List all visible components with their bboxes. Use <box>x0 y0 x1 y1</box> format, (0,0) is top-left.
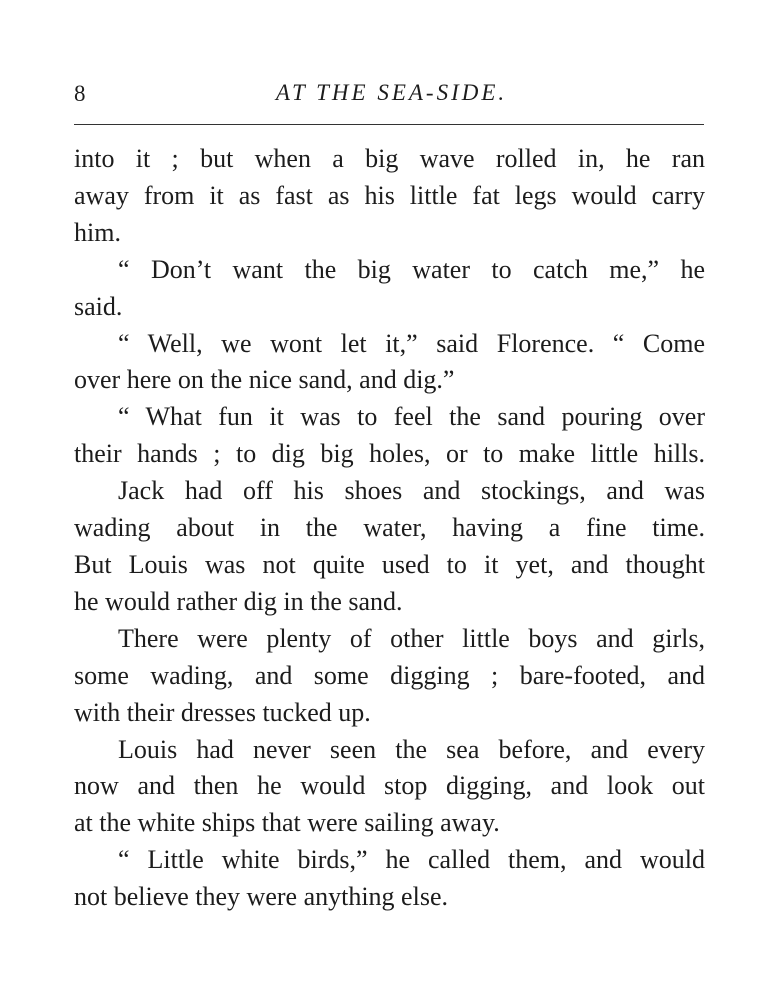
text-line: some wading, and some digging ; bare-footed, and <box>74 660 705 690</box>
text-line: at the white ships that were sailing away. <box>74 808 500 838</box>
text-line: There were plenty of other little boys and girls, <box>118 623 705 653</box>
text-line: with their dresses tucked up. <box>74 697 371 727</box>
text-line: Louis had never seen the sea before, and every <box>118 734 705 764</box>
text-line: not believe they were anything else. <box>74 882 448 912</box>
body-text <box>74 141 705 916</box>
text-line: he would rather dig in the sand. <box>74 586 403 616</box>
running-head: AT THE SEA-SIDE. <box>275 80 508 105</box>
text-line: “ What fun it was to feel the sand pouring over <box>118 402 705 432</box>
header-rule <box>74 124 704 125</box>
text-line: But Louis was not quite used to it yet, and thought <box>74 549 705 579</box>
page-number: 8 <box>74 81 86 106</box>
text-line: “ Little white birds,” he called them, and would <box>118 845 705 875</box>
text-line: over here on the nice sand, and dig.” <box>74 365 455 395</box>
text-line: away from it as fast as his little fat legs would carry <box>74 180 705 210</box>
text-line: Jack had off his shoes and stockings, and was <box>118 476 705 506</box>
text-line: him. <box>74 217 121 247</box>
text-line: “ Don’t want the big water to catch me,” he <box>118 254 705 284</box>
text-line: said. <box>74 291 123 321</box>
text-line: now and then he would stop digging, and look out <box>74 771 705 801</box>
text-line: wading about in the water, having a fine time. <box>74 513 705 543</box>
text-line: “ Well, we wont let it,” said Florence. “ Come <box>118 328 705 358</box>
text-line: into it ; but when a big wave rolled in, he ran <box>74 144 705 173</box>
text-line: their hands ; to dig big holes, or to make little hills. <box>74 439 705 469</box>
